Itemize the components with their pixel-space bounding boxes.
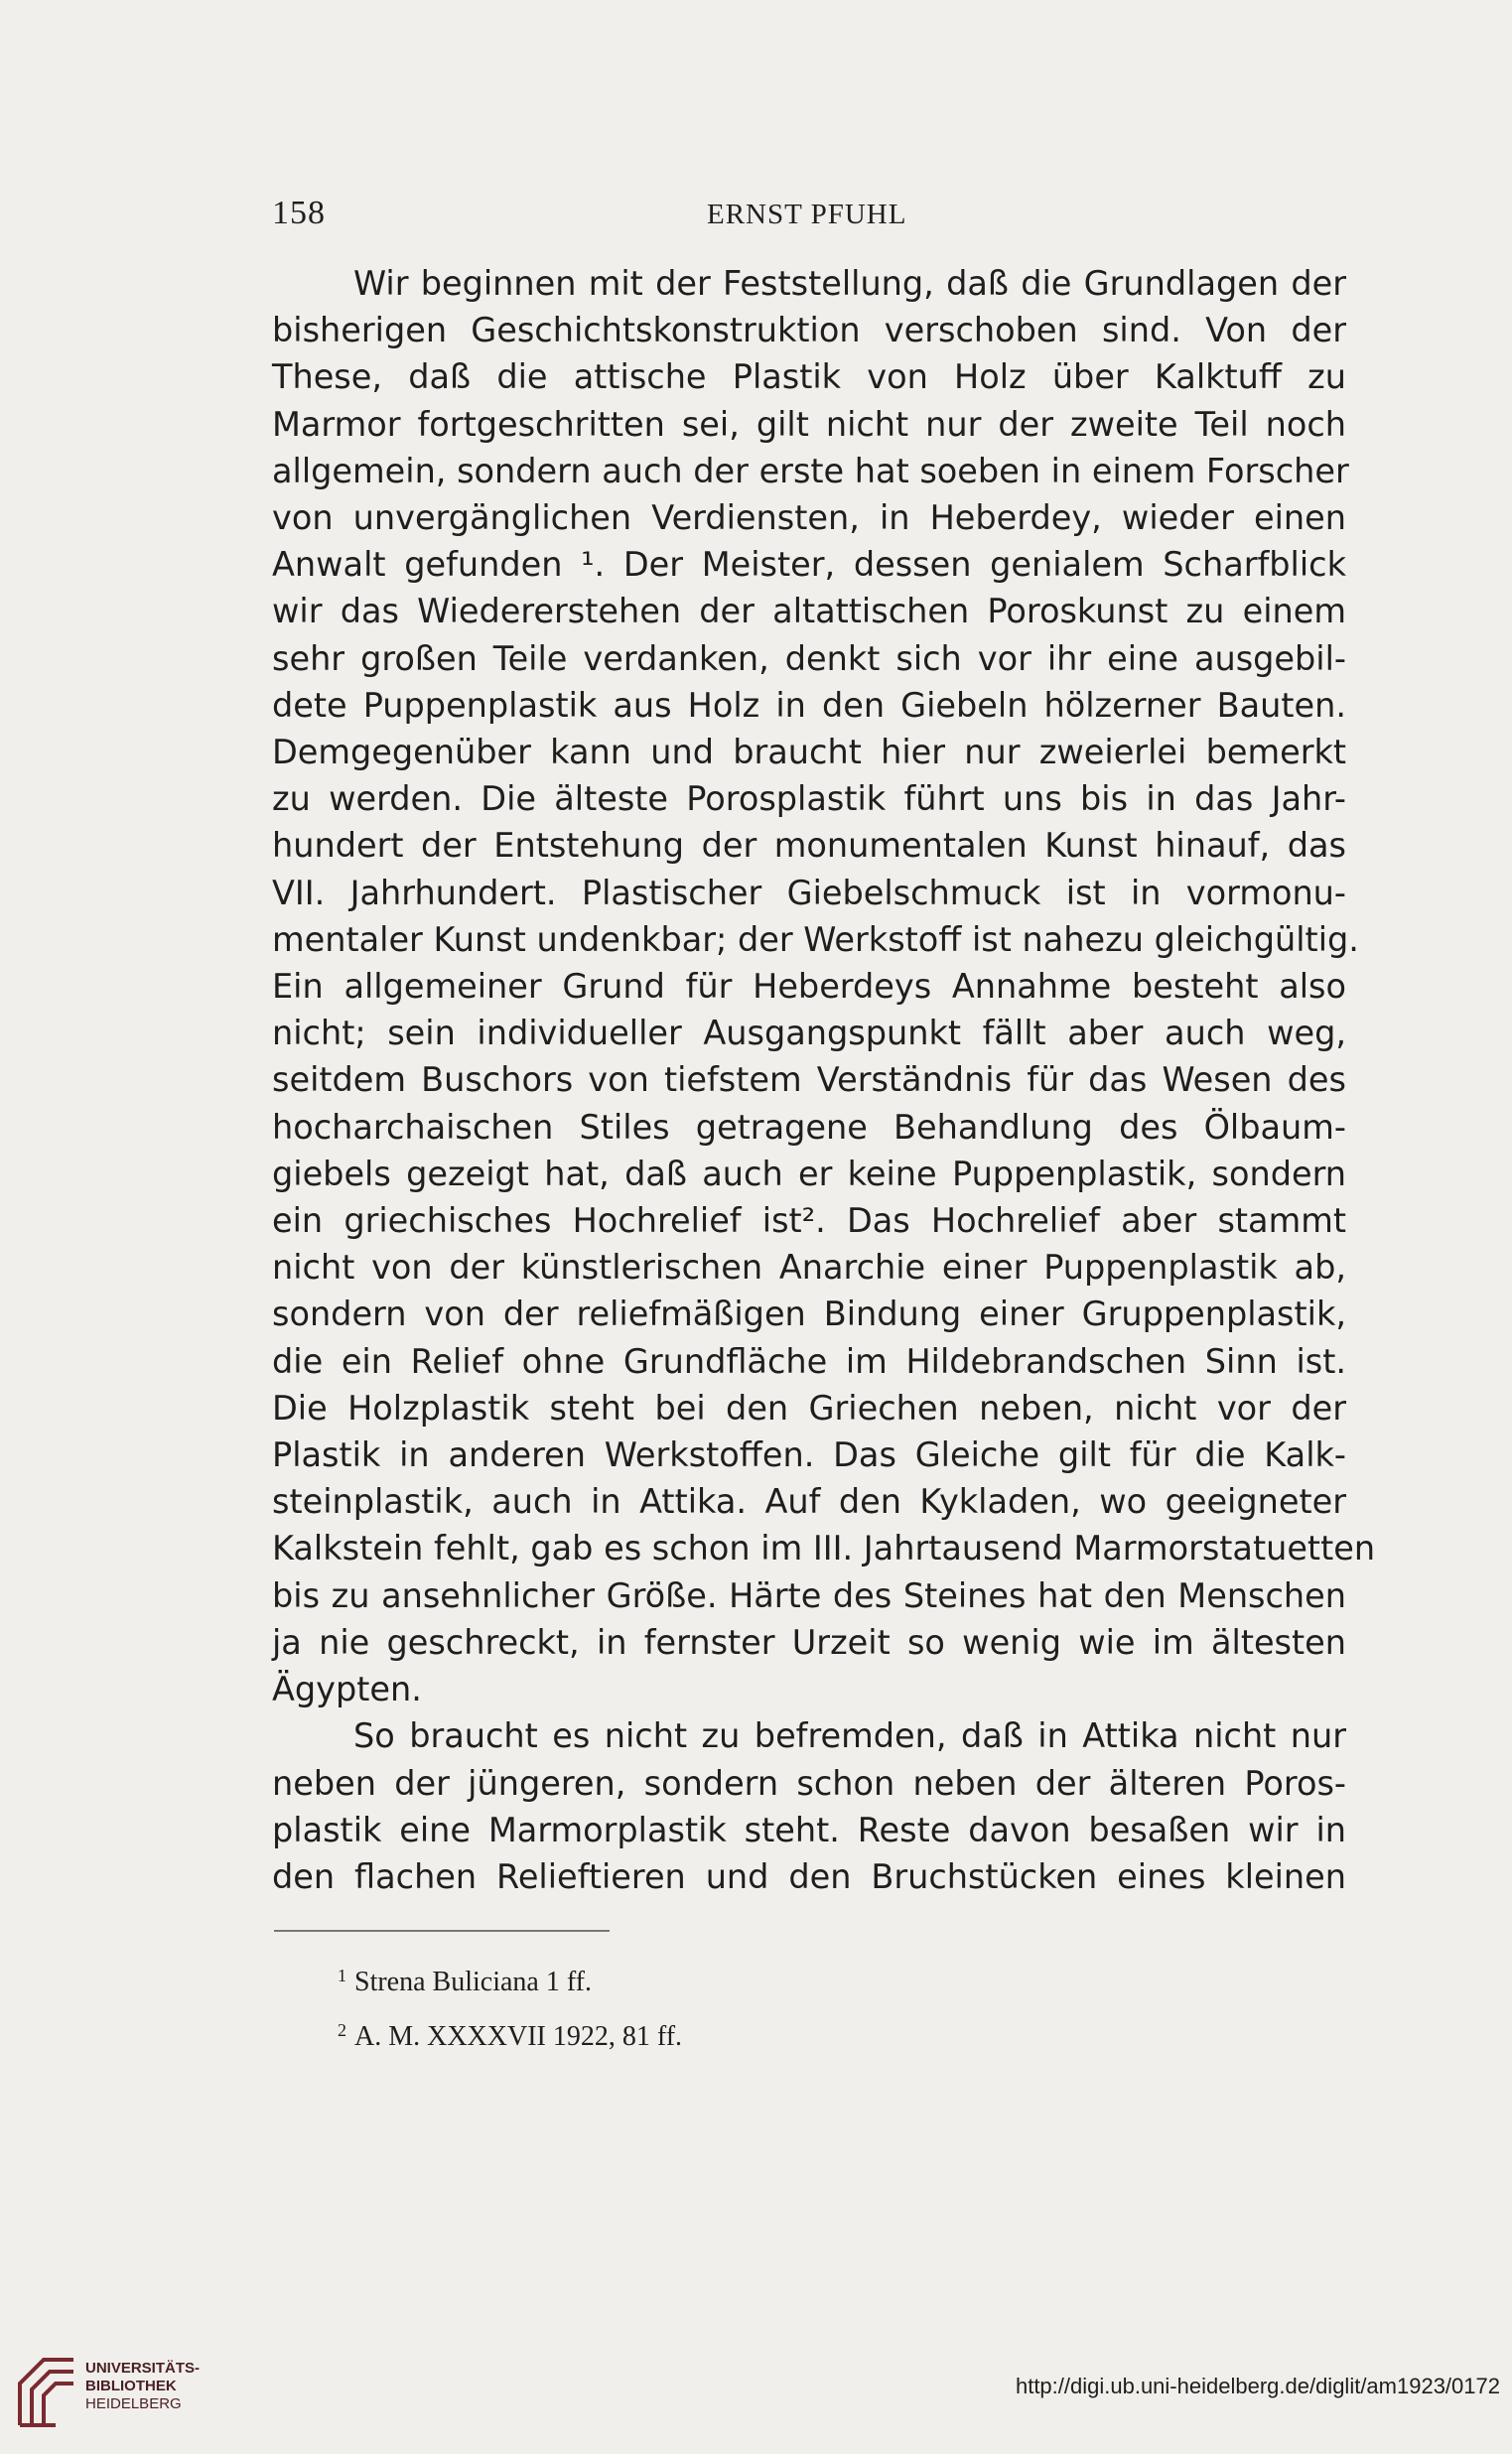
text-line: Anwalt gefunden ¹. Der Meister, dessen genialem Scharfblick [272, 545, 1346, 585]
footnote-mark: 2 [338, 2020, 346, 2040]
text-line: mentaler Kunst undenkbar; der Werkstoff ist nahezu gleichgültig. [272, 919, 1359, 959]
footer-bar [0, 2338, 1512, 2454]
text-line: sondern von der reliefmäßigen Bindung einer Gruppenplastik, [272, 1295, 1346, 1334]
library-logo-text: UNIVERSITÄTS- BIBLIOTHEK HEIDELBERG [85, 2360, 201, 2412]
text-line: bisherigen Geschichtskonstruktion verschoben sind. Von der [272, 311, 1346, 350]
text-line: zu werden. Die älteste Porosplastik führt uns bis in das Jahr- [272, 779, 1346, 819]
text-line: allgemein, sondern auch der erste hat soeben in einem Forscher [272, 451, 1349, 490]
text-line: Plastik in anderen Werkstoffen. Das Gleiche gilt für die Kalk- [272, 1435, 1346, 1475]
source-url-link[interactable]: http://digi.ub.uni-heidelberg.de/diglit/am1923/0172 [1015, 2374, 1500, 2398]
text-line: nicht; sein individueller Ausgangspunkt fällt aber auch weg, [272, 1014, 1346, 1053]
footnote-text: Strena Buliciana 1 ff. [354, 1967, 592, 1997]
text-line: die ein Relief ohne Grundfläche im Hildebrandschen Sinn ist. [272, 1341, 1346, 1381]
text-line: Demgegenüber kann und braucht hier nur zweierlei bemerkt [272, 733, 1346, 772]
text-line: wir das Wiedererstehen der altattischen Poroskunst zu einem [272, 592, 1346, 631]
text-line: von unvergänglichen Verdiensten, in Heberdey, wieder einen [272, 498, 1346, 538]
text-line: hocharchaischen Stiles getragene Behandlung des Ölbaum- [272, 1107, 1346, 1147]
text-line: plastik eine Marmorplastik steht. Reste davon besaßen wir in [272, 1810, 1346, 1849]
text-line: ein griechisches Hochrelief ist². Das Hochrelief aber stammt [272, 1201, 1346, 1241]
text-line: Wir beginnen mit der Feststellung, daß die Grundlagen der [353, 264, 1346, 303]
text-line: bis zu ansehnlicher Größe. Härte des Steines hat den Menschen [272, 1575, 1346, 1615]
text-line: hundert der Entstehung der monumentalen Kunst hinauf, das [272, 826, 1346, 866]
text-line: sehr großen Teile verdanken, denkt sich vor ihr eine ausgebil- [272, 638, 1346, 678]
text-line: Marmor fortgeschritten sei, gilt nicht nur der zweite Teil noch [272, 404, 1346, 444]
text-line: So braucht es nicht zu befremden, daß in Attika nicht nur [353, 1716, 1346, 1756]
text-line: den flachen Relieftieren und den Bruchstücken eines kleinen [272, 1856, 1346, 1896]
text-line: ja nie geschreckt, in fernster Urzeit so wenig wie im ältesten [272, 1622, 1346, 1662]
footnote-divider [274, 1930, 610, 1932]
footnotes [338, 1952, 1231, 2061]
running-head: ERNST PFUHL [707, 199, 907, 230]
footnote [338, 1952, 1231, 2006]
page-header [272, 195, 1346, 234]
body-text [272, 260, 1376, 1900]
text-line: Ägypten. [272, 1670, 422, 1709]
text-line: dete Puppenplastik aus Holz in den Giebeln hölzerner Bauten. [272, 685, 1346, 725]
text-line: These, daß die attische Plastik von Holz über Kalktuff zu [272, 357, 1346, 397]
page-number: 158 [272, 195, 326, 231]
text-line: nicht von der künstlerischen Anarchie einer Puppenplastik ab, [272, 1248, 1346, 1288]
library-logo-icon [14, 2348, 79, 2429]
footnote-mark: 1 [338, 1966, 346, 1985]
text-line: Kalkstein fehlt, gab es schon im III. Jahrtausend Marmorstatuetten [272, 1529, 1376, 1568]
text-line: neben der jüngeren, sondern schon neben der älteren Poros- [272, 1763, 1346, 1803]
text-line: seitdem Buschors von tiefstem Verständnis für das Wesen des [272, 1060, 1346, 1100]
footnote-text: A. M. XXXXVII 1922, 81 ff. [354, 2021, 683, 2052]
footnote [338, 2006, 1231, 2061]
text-line: giebels gezeigt hat, daß auch er keine Puppenplastik, sondern [272, 1154, 1346, 1193]
text-line: Die Holzplastik steht bei den Griechen neben, nicht vor der [272, 1388, 1346, 1428]
text-line: VII. Jahrhundert. Plastischer Giebelschmuck ist in vormonu- [272, 873, 1346, 912]
text-line: steinplastik, auch in Attika. Auf den Kykladen, wo geeigneter [272, 1482, 1346, 1522]
text-line: Ein allgemeiner Grund für Heberdeys Annahme besteht also [272, 967, 1346, 1007]
